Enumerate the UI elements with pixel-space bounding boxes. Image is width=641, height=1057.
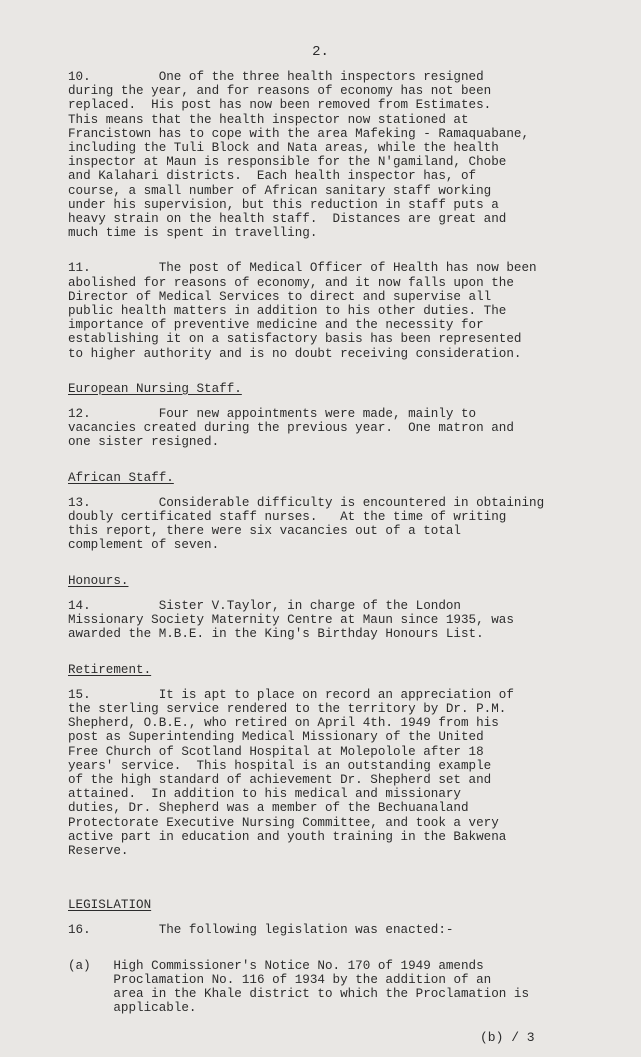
text-line: 10. One of the three health inspectors resigned xyxy=(68,70,484,84)
text-line: to higher authority and is no doubt receiving consideration. xyxy=(68,346,522,361)
text-line: (a) High Commissioner's Notice No. 170 of 1949 amends xyxy=(68,958,484,973)
paragraph-11 xyxy=(68,261,608,360)
text-line: awarded the M.B.E. in the King's Birthday Honours List. xyxy=(68,627,484,642)
text-line: inspector at Maun is responsible for the N'gamiland, Chobe xyxy=(68,155,507,170)
page-number: 2. xyxy=(312,44,329,60)
text-line: Free Church of Scotland Hospital at Molepolole after 18 xyxy=(68,744,484,759)
text-line: 15. It is apt to place on record an appreciation of xyxy=(68,687,514,702)
text-line: years' service. This hospital is an outstanding example xyxy=(68,758,492,773)
text-line: active part in education and youth training in the Bakwena xyxy=(68,829,507,844)
text-line: and Kalahari districts. Each health inspector has, of xyxy=(68,169,477,184)
text-line: duties, Dr. Shepherd was a member of the Bechuanaland xyxy=(68,801,469,816)
heading-legislation: LEGISLATION xyxy=(68,898,152,913)
paragraph-10 xyxy=(68,70,608,240)
heading-honours: Honours. xyxy=(68,573,129,588)
text-line: post as Superintending Medical Missionary of the United xyxy=(68,730,484,745)
text-line: this report, there were six vacancies out of a total xyxy=(68,524,461,539)
text-line: heavy strain on the health staff. Distances are great and xyxy=(68,212,507,227)
text-line: establishing it on a satisfactory basis has been represented xyxy=(68,332,522,347)
heading-retirement: Retirement. xyxy=(68,662,152,677)
text-line: much time is spent in travelling. xyxy=(68,226,318,241)
text-line: Francistown has to cope with the area Mafeking - Ramaquabane, xyxy=(68,126,530,141)
text-line: complement of seven. xyxy=(68,538,220,553)
heading-african-staff: African Staff. xyxy=(68,470,174,485)
text-line: Proclamation No. 116 of 1934 by the addition of an xyxy=(68,972,492,987)
text-line: replaced. His post has now been removed from Estimates. xyxy=(68,98,492,113)
paragraph-16 xyxy=(68,923,608,937)
text-line: 12. Four new appointments were made, mainly to xyxy=(68,407,477,422)
text-line: Missionary Society Maternity Centre at Maun since 1935, was xyxy=(68,613,514,628)
paragraph-13 xyxy=(68,496,608,553)
text-line: 11. The post of Medical Officer of Health has now been xyxy=(68,261,537,276)
paragraph-16a xyxy=(68,959,608,1016)
text-line: attained. In addition to his medical and missionary xyxy=(68,787,461,802)
text-line: including the Tuli Block and Nata areas, while the health xyxy=(68,141,499,156)
text-line: applicable. xyxy=(68,1001,197,1016)
text-line: public health matters in addition to his other duties. The xyxy=(68,304,507,319)
text-line: importance of preventive medicine and the necessity for xyxy=(68,318,484,333)
text-line: the sterling service rendered to the territory by Dr. P.M. xyxy=(68,701,507,716)
text-line: during the year, and for reasons of economy has not been xyxy=(68,84,492,99)
text-line: course, a small number of African sanitary staff working xyxy=(68,183,492,198)
text-line: abolished for reasons of economy, and it now falls upon the xyxy=(68,275,514,290)
text-line: under his supervision, but this reduction in staff puts a xyxy=(68,197,499,212)
heading-european-nursing-staff: European Nursing Staff. xyxy=(68,381,242,396)
paragraph-12 xyxy=(68,407,608,450)
text-line: doubly certificated staff nurses. At the time of writing xyxy=(68,510,507,525)
text-line: area in the Khale district to which the Proclamation is xyxy=(68,986,530,1001)
text-line: 13. Considerable difficulty is encountered in obtaining xyxy=(68,495,545,510)
text-line: Reserve. xyxy=(68,843,129,858)
page-body xyxy=(68,70,608,1036)
paragraph-15 xyxy=(68,688,608,858)
text-line: 16. The following legislation was enacted:- xyxy=(68,923,454,938)
text-line: Protectorate Executive Nursing Committee, and took a very xyxy=(68,815,499,830)
text-line: 14. Sister V.Taylor, in charge of the London xyxy=(68,598,461,613)
text-line: one sister resigned. xyxy=(68,435,220,450)
text-line: of the high standard of achievement Dr. Shepherd set and xyxy=(68,772,492,787)
continuation-marker: (b) / 3 xyxy=(480,1030,535,1045)
text-line: vacancies created during the previous year. One matron and xyxy=(68,421,514,436)
paragraph-14 xyxy=(68,599,608,642)
text-line: Shepherd, O.B.E., who retired on April 4th. 1949 from his xyxy=(68,716,499,731)
text-line: Director of Medical Services to direct and supervise all xyxy=(68,289,492,304)
text-line: This means that the health inspector now stationed at xyxy=(68,112,469,127)
